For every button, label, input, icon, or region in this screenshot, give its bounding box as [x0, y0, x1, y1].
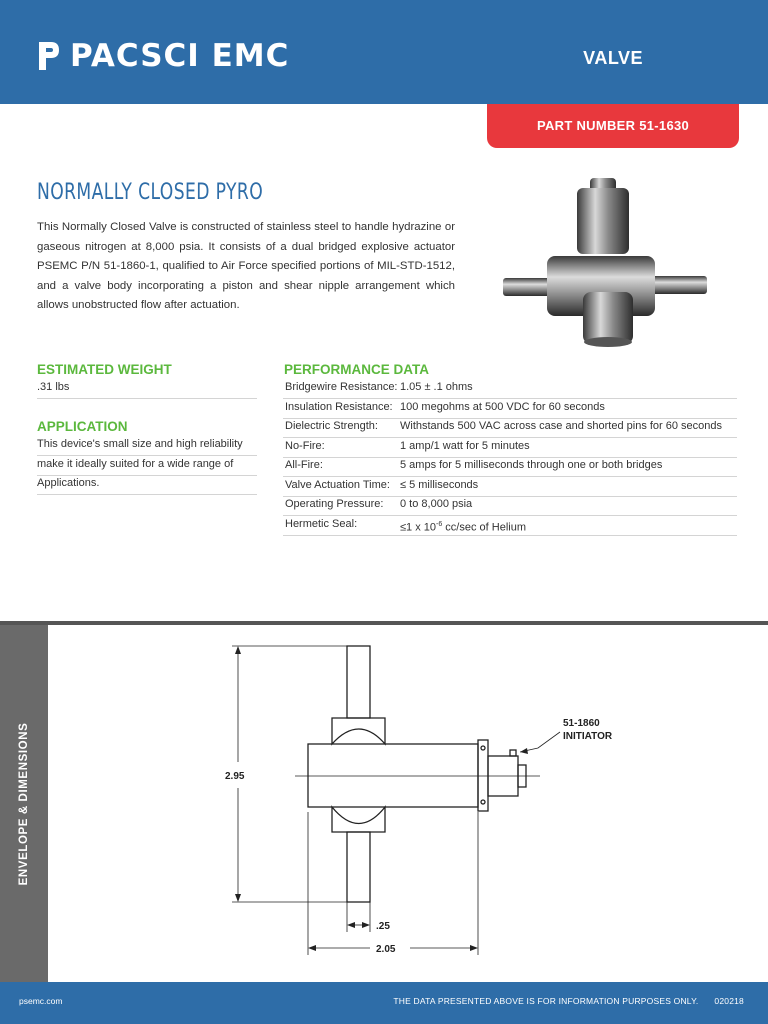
performance-row [283, 398, 737, 419]
logo-mark-icon [36, 39, 62, 73]
envelope-tab-label: ENVELOPE & DIMENSIONS [18, 722, 30, 886]
company-logo[interactable] [36, 38, 289, 74]
application-line: make it ideally suited for a wide range of [37, 455, 257, 476]
performance-row [283, 495, 737, 516]
performance-value: Withstands 500 VAC across case and shorted pins for 60 seconds [400, 420, 723, 432]
performance-row [283, 456, 737, 477]
dim-height-label: 2.95 [225, 771, 245, 782]
performance-row [283, 437, 737, 458]
website-link[interactable]: psemc.com [19, 996, 63, 1006]
product-description: This Normally Closed Valve is constructed of stainless steel to handle hydrazine or gaseous nitrogen at 8,000 psia. It consists of a dual bridged explosive actuator PSEMC P/N 51-1860-1, qualified to Air Force specified portions of MIL-STD-1512, and a valve body incorporating a piston and shear nipple arrangement which allows unobstructed flow after actuation. [37, 221, 455, 311]
performance-value: 1.05 ± .1 ohms [400, 381, 473, 393]
performance-label: Insulation Resistance: [285, 401, 393, 413]
disclaimer-text: THE DATA PRESENTED ABOVE IS FOR INFORMATION PURPOSES ONLY. [393, 996, 699, 1006]
performance-row [283, 417, 737, 438]
estimated-weight-value: .31 lbs [37, 378, 257, 399]
performance-label: Operating Pressure: [285, 498, 384, 510]
performance-heading: PERFORMANCE DATA [284, 362, 429, 377]
performance-label: Dielectric Strength: [285, 420, 378, 432]
performance-value: ≤ 5 milliseconds [400, 479, 479, 491]
product-photo [495, 172, 717, 350]
performance-label: No-Fire: [285, 440, 325, 452]
performance-row [283, 515, 737, 536]
header-bar [0, 0, 768, 104]
performance-label: Valve Actuation Time: [285, 479, 390, 491]
product-category: VALVE [583, 48, 643, 68]
performance-row [283, 378, 737, 399]
performance-value: 5 amps for 5 milliseconds through one or both bridges [400, 459, 663, 471]
document-code: 020218 [714, 996, 744, 1006]
estimated-weight-heading: ESTIMATED WEIGHT [37, 362, 172, 377]
performance-label: Hermetic Seal: [285, 518, 358, 530]
dim-pin-label: .25 [376, 921, 390, 932]
section-divider [0, 621, 768, 625]
hermetic-seal-value: ≤1 x 10 [400, 521, 437, 534]
performance-label: All-Fire: [285, 459, 323, 471]
performance-row [283, 476, 737, 497]
performance-value: 0 to 8,000 psia [400, 498, 473, 510]
hermetic-seal-unit: cc/sec of Helium [442, 521, 526, 534]
application-heading: APPLICATION [37, 419, 128, 434]
dimension-drawing [180, 636, 613, 966]
performance-value: 100 megohms at 500 VDC for 60 seconds [400, 401, 605, 413]
hermetic-seal-exponent: -6 [436, 521, 443, 528]
performance-label: Bridgewire Resistance: [285, 381, 398, 393]
footer-bar [0, 982, 768, 1024]
performance-value: 1 amp/1 watt for 5 minutes [400, 440, 530, 452]
initiator-part-label: 51-1860 [563, 718, 600, 729]
application-line: This device's small size and high reliability [37, 435, 257, 456]
dim-width-label: 2.05 [376, 944, 396, 955]
footer-disclaimer [393, 996, 744, 1006]
part-number-badge: PART NUMBER 51-1630 [487, 104, 739, 148]
initiator-label: INITIATOR [563, 731, 613, 742]
application-line: Applications. [37, 474, 257, 495]
page-title: NORMALLY CLOSED PYRO [37, 180, 264, 205]
performance-value [400, 515, 526, 538]
logo-text: PACSCI EMC [70, 38, 290, 74]
